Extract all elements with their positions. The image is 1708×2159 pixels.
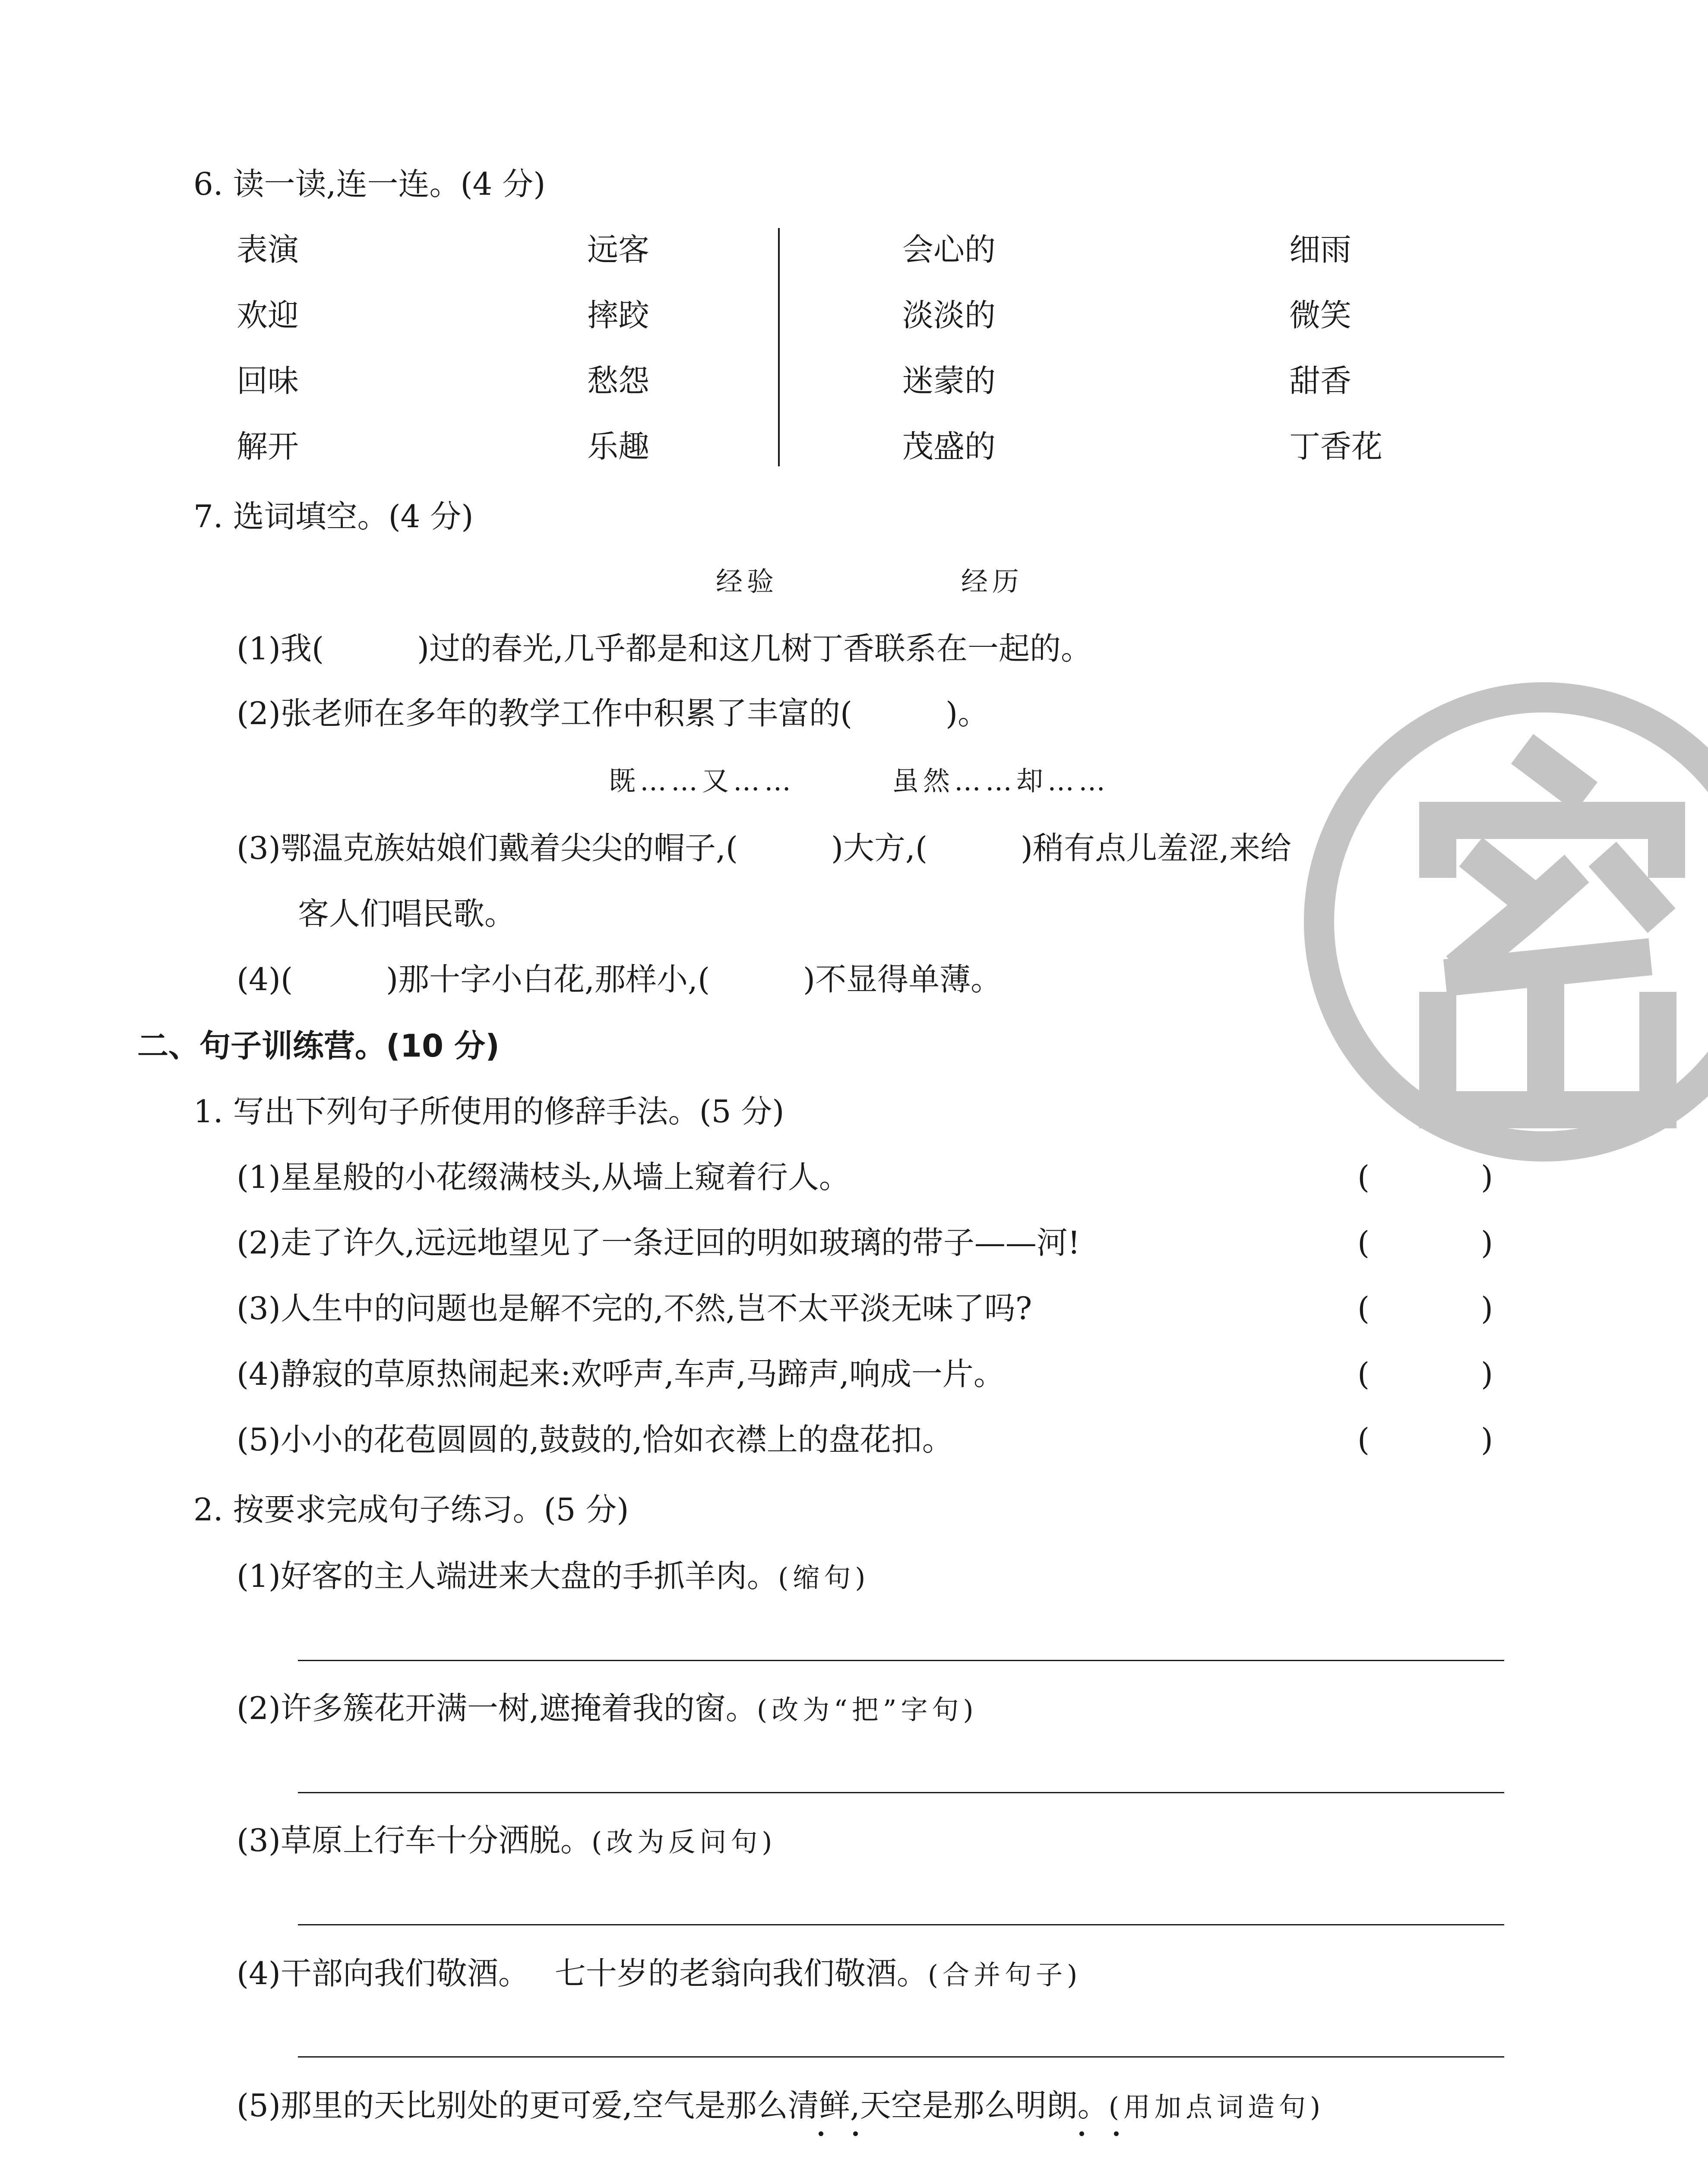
q6-right-a-2: 淡淡的 <box>902 297 996 333</box>
q7-title: 7. 选词填空。(4 分) <box>193 498 474 535</box>
q7-word-jingyan: 经验 <box>716 566 778 597</box>
answer-line-2[interactable] <box>298 1792 1504 1793</box>
s2-q1-title: 1. 写出下列句子所使用的修辞手法。(5 分) <box>193 1093 784 1130</box>
q6-right-b-4: 丁香花 <box>1289 428 1383 465</box>
answer-paren-close-4: ) <box>1481 1356 1493 1392</box>
s2-q2-item-1-text: (1)好客的主人端进来大盘的手抓羊肉。 <box>237 1558 778 1594</box>
q6-left-a-2: 欢迎 <box>237 297 299 333</box>
q6-right-b-3: 甜香 <box>1289 363 1352 399</box>
q7-sentence-4: (4)( )那十字小白花,那样小,( )不显得单薄。 <box>237 961 1002 997</box>
answer-line-4[interactable] <box>298 2056 1504 2058</box>
s2-q2-item-4-hint: (合并句子) <box>927 1959 1082 1991</box>
s2-q1-item-4: (4)静寂的草原热闹起来:欢呼声,车声,马蹄声,响成一片。 <box>237 1356 1005 1392</box>
s2-q2-item-5-text: (5)那里的天比别处的更可爱,空气是那么清鲜,天空是那么明朗。 <box>237 2087 1109 2124</box>
q7-sentence-1: (1)我( )过的春光,几乎都是和这几树丁香联系在一起的。 <box>237 630 1092 667</box>
q7-sentence-3-line2: 客人们唱民歌。 <box>298 896 516 932</box>
s2-q2-item-3-hint: (改为反问句) <box>591 1826 777 1858</box>
q6-left-b-4: 乐趣 <box>587 428 650 465</box>
s2-q2-title: 2. 按要求完成句子练习。(5 分) <box>193 1491 629 1528</box>
q6-left-a-4: 解开 <box>237 428 299 465</box>
answer-paren-close-1: ) <box>1481 1159 1493 1195</box>
s2-q2-item-4 <box>237 1955 1082 1991</box>
emphasis-dot <box>1079 2131 1084 2136</box>
q6-left-a-1: 表演 <box>237 231 299 268</box>
s2-q1-item-3: (3)人生中的问题也是解不完的,不然,岂不太平淡无味了吗? <box>237 1290 1032 1326</box>
s2-q2-item-3 <box>237 1822 777 1858</box>
s2-q2-item-2 <box>237 1690 978 1726</box>
q6-right-a-3: 迷蒙的 <box>902 363 996 399</box>
s2-q2-item-4-text: (4)干部向我们敬酒。 七十岁的老翁向我们敬酒。 <box>237 1955 928 1991</box>
emphasis-dot <box>819 2131 823 2136</box>
q7-word-suiranque: 虽然……却…… <box>892 765 1110 797</box>
q6-right-b-1: 细雨 <box>1289 231 1352 268</box>
q6-right-b-2: 微笑 <box>1289 297 1352 333</box>
q6-left-a-3: 回味 <box>237 363 299 399</box>
q7-sentence-3-line1: (3)鄂温克族姑娘们戴着尖尖的帽子,( )大方,( )稍有点儿羞涩,来给 <box>237 830 1292 866</box>
q6-title: 6. 读一读,连一连。(4 分) <box>193 166 546 202</box>
q6-left-b-1: 远客 <box>587 231 650 268</box>
s2-q1-item-5: (5)小小的花苞圆圆的,鼓鼓的,恰如衣襟上的盘花扣。 <box>237 1421 953 1458</box>
q6-right-a-1: 会心的 <box>902 231 996 268</box>
s2-q2-item-2-hint: (改为“把”字句) <box>756 1694 978 1725</box>
answer-paren-open-4: ( <box>1357 1356 1370 1392</box>
column-divider <box>778 228 780 466</box>
answer-paren-close-2: ) <box>1481 1225 1493 1261</box>
s2-q2-item-1-hint: (缩句) <box>778 1562 870 1593</box>
emphasis-dot <box>853 2131 858 2136</box>
q7-word-jingli: 经历 <box>961 566 1024 597</box>
q7-sentence-2: (2)张老师在多年的教学工作中积累了丰富的( )。 <box>237 695 989 731</box>
answer-paren-open-2: ( <box>1357 1225 1370 1261</box>
section-2-heading: 二、句子训练营。(10 分) <box>137 1028 500 1064</box>
answer-paren-open-3: ( <box>1357 1290 1370 1326</box>
answer-line-3[interactable] <box>298 1924 1504 1925</box>
answer-paren-open-5: ( <box>1357 1421 1370 1458</box>
s2-q2-item-5-hint: (用加点词造句) <box>1108 2091 1325 2123</box>
s2-q1-item-2: (2)走了许久,远远地望见了一条迂回的明如玻璃的带子——河! <box>237 1225 1080 1261</box>
q6-left-b-3: 愁怨 <box>587 363 650 399</box>
answer-paren-close-5: ) <box>1481 1421 1493 1458</box>
s2-q1-item-1: (1)星星般的小花缀满枝头,从墙上窥着行人。 <box>237 1159 850 1195</box>
secret-stamp-icon <box>1295 674 1708 1170</box>
q6-left-b-2: 摔跤 <box>587 297 650 333</box>
q7-word-jiyou: 既……又…… <box>609 765 796 797</box>
answer-paren-close-3: ) <box>1481 1290 1493 1326</box>
answer-paren-open-1: ( <box>1357 1159 1370 1195</box>
s2-q2-item-1 <box>237 1558 870 1594</box>
s2-q2-item-5 <box>237 2087 1325 2124</box>
s2-q2-item-3-text: (3)草原上行车十分洒脱。 <box>237 1822 591 1858</box>
s2-q2-item-2-text: (2)许多簇花开满一树,遮掩着我的窗。 <box>237 1690 757 1726</box>
q6-right-a-4: 茂盛的 <box>902 428 996 465</box>
answer-line-1[interactable] <box>298 1660 1504 1661</box>
emphasis-dot <box>1114 2131 1119 2136</box>
